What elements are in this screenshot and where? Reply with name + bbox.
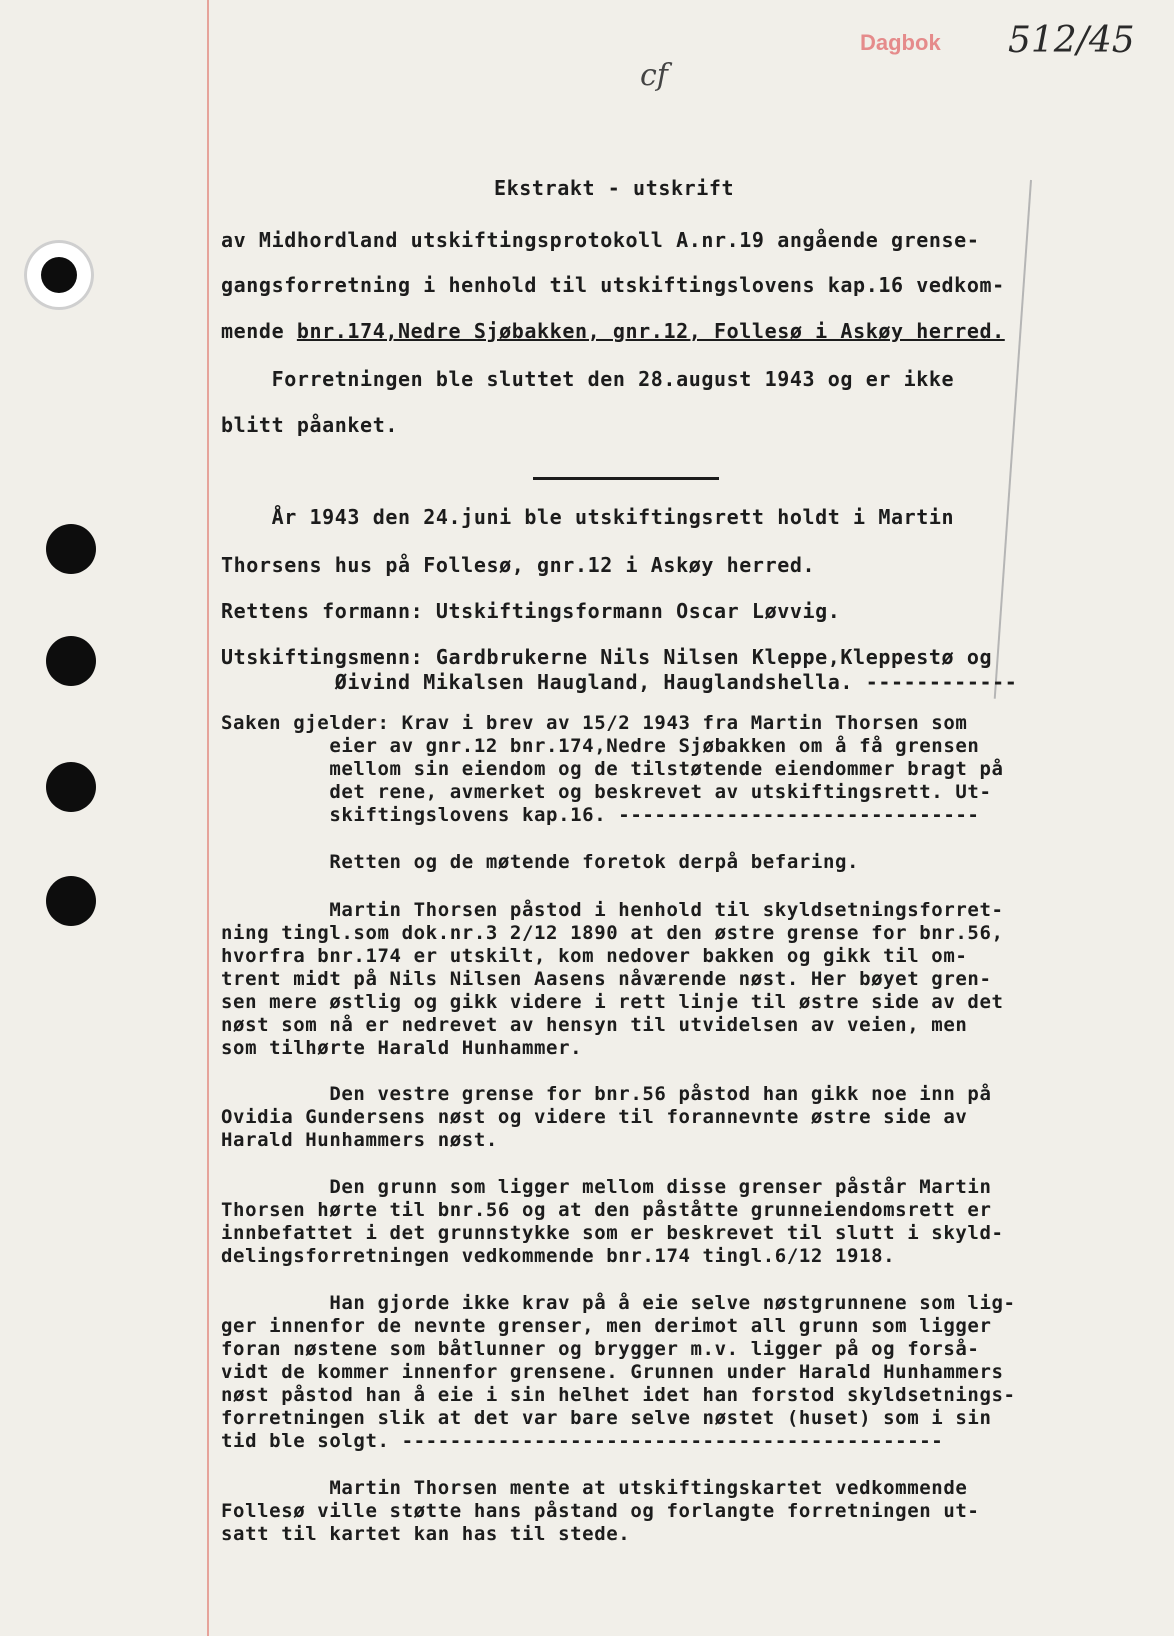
punch-hole-icon	[46, 524, 96, 574]
body-line: sen mere østlig og gikk videre i rett linje til østre side av det	[221, 991, 1004, 1013]
body-line: vidt de kommer innenfor grensene. Grunnen under Harald Hunhammers	[221, 1361, 1004, 1383]
body-line: Saken gjelder: Krav i brev av 15/2 1943 fra Martin Thorsen som	[221, 712, 968, 734]
body-line: tid ble solgt. ---------------------------------------------	[221, 1430, 944, 1452]
intro-prefix: mende	[221, 319, 297, 343]
body-line: delingsforretningen vedkommende bnr.174 tingl.6/12 1918.	[221, 1245, 896, 1267]
page-number: 512/45	[1008, 20, 1135, 61]
body-line: som tilhørte Harald Hunhammer.	[221, 1037, 583, 1059]
body-line: skiftingslovens kap.16. ------------------------------	[221, 804, 980, 826]
body-line: innbefattet i det grunnstykke som er beskrevet til slutt i skyld-	[221, 1222, 1004, 1244]
closing-line: Forretningen ble sluttet den 28.august 1943 og er ikke	[221, 367, 955, 391]
body-line: Harald Hunhammers nøst.	[221, 1129, 498, 1151]
body-line: Utskiftingsmenn: Gardbrukerne Nils Nilsen Kleppe,Kleppestø og	[221, 645, 993, 669]
body-line: Han gjorde ikke krav på å eie selve nøstgrunnene som lig-	[221, 1292, 1016, 1314]
intro-line: gangsforretning i henhold til utskiftingslovens kap.16 vedkom-	[221, 273, 1005, 297]
body-line: det rene, avmerket og beskrevet av utskiftingsrett. Ut-	[221, 781, 992, 803]
handwritten-initials: cf	[640, 58, 668, 93]
body-line: mellom sin eiendom og de tilstøtende eiendommer bragt på	[221, 758, 1004, 780]
body-line: forretningen slik at det var bare selve nøstet (huset) som i sin	[221, 1407, 992, 1429]
body-line: Retten og de møtende foretok derpå befaring.	[221, 851, 860, 873]
property-reference: bnr.174,Nedre Sjøbakken, gnr.12, Follesø i Askøy herred.	[296, 319, 1005, 343]
body-line: ger innenfor de nevnte grenser, men derimot all grunn som ligger	[221, 1315, 992, 1337]
body-line: Thorsen hørte til bnr.56 og at den påståtte grunneiendomsrett er	[221, 1199, 992, 1221]
body-line: Martin Thorsen mente at utskiftingskartet vedkommende	[221, 1477, 968, 1499]
body-line: ning tingl.som dok.nr.3 2/12 1890 at den østre grense for bnr.56,	[221, 922, 1004, 944]
body-line: Ovidia Gundersens nøst og videre til forannevnte østre side av	[221, 1106, 968, 1128]
body-line: Follesø ville støtte hans påstand og forlangte forretningen ut-	[221, 1500, 980, 1522]
body-line: Øivind Mikalsen Haugland, Hauglandshella. ------------	[221, 670, 1018, 694]
margin-rule	[207, 0, 209, 1636]
body-line: Den grunn som ligger mellom disse grenser påstår Martin	[221, 1176, 992, 1198]
body-line: Martin Thorsen påstod i henhold til skyldsetningsforret-	[221, 899, 1004, 921]
body-line: Rettens formann: Utskiftingsformann Oscar Løvvig.	[221, 599, 841, 623]
body-line: satt til kartet kan has til stede.	[221, 1523, 631, 1545]
body-line: År 1943 den 24.juni ble utskiftingsrett holdt i Martin	[221, 505, 955, 529]
dagbok-stamp: Dagbok	[860, 30, 941, 55]
body-line: hvorfra bnr.174 er utskilt, kom nedover bakken og gikk til om-	[221, 945, 968, 967]
punch-hole-icon	[46, 636, 96, 686]
punch-hole-icon	[46, 762, 96, 812]
reinforced-punch-hole-icon	[24, 240, 94, 310]
body-line: nøst som nå er nedrevet av hensyn til utvidelsen av veien, men	[221, 1014, 968, 1036]
closing-line: blitt påanket.	[221, 413, 398, 437]
body-line: trent midt på Nils Nilsen Aasens nåværende nøst. Her bøyet gren-	[221, 968, 992, 990]
section-divider	[533, 477, 719, 480]
intro-line: av Midhordland utskiftingsprotokoll A.nr.19 angående grense-	[221, 228, 980, 252]
body-line: eier av gnr.12 bnr.174,Nedre Sjøbakken om å få grensen	[221, 735, 980, 757]
body-line: Den vestre grense for bnr.56 påstod han gikk noe inn på	[221, 1083, 992, 1105]
punch-hole-icon	[46, 876, 96, 926]
body-line: nøst påstod han å eie i sin helhet idet han forstod skyldsetnings-	[221, 1384, 1016, 1406]
pencil-mark	[994, 180, 1032, 699]
body-line: foran nøstene som båtlunner og brygger m.v. ligger på og forså-	[221, 1338, 980, 1360]
document-title: Ekstrakt - utskrift	[494, 176, 735, 200]
intro-line	[221, 319, 1005, 343]
body-line: Thorsens hus på Follesø, gnr.12 i Askøy herred.	[221, 553, 816, 577]
